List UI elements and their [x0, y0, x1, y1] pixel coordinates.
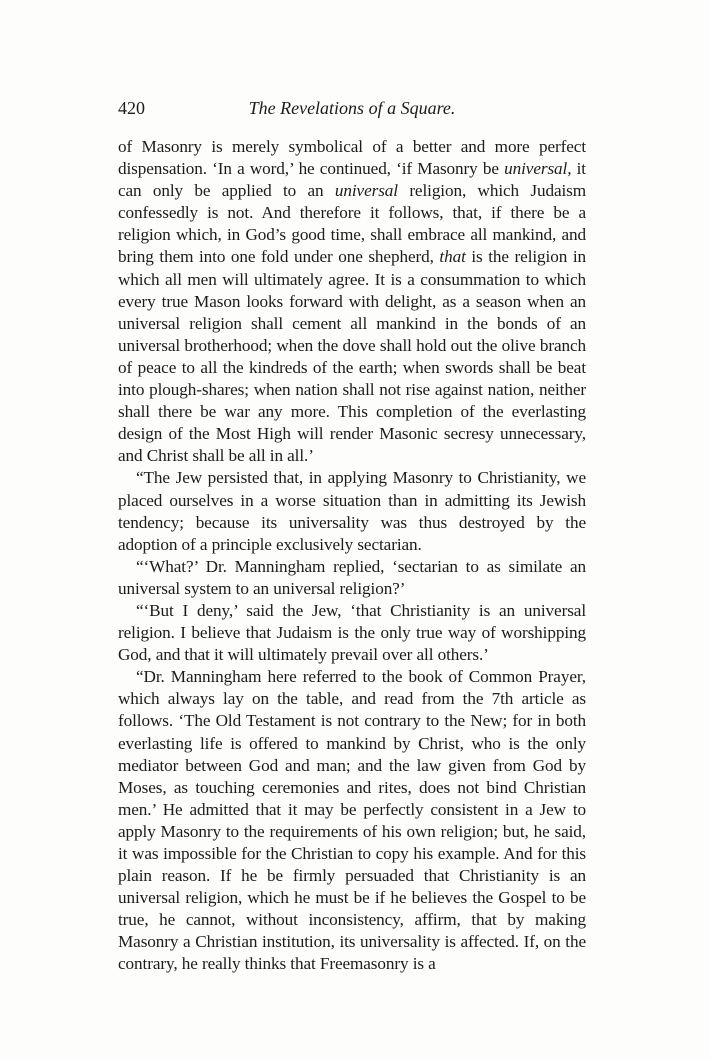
italic-text: universal,	[504, 159, 572, 179]
italic-text: that	[439, 247, 466, 267]
text-run: “‘What?’ Dr. Manningham replied, ‘sectarian to as similate an universal system to an universal religion?’	[118, 556, 586, 598]
paragraph	[118, 600, 586, 666]
text-run: of Masonry is merely symbolical of a better and more perfect dispensation. ‘In a word,’ he continued, ‘if Masonry be	[118, 137, 586, 179]
book-page	[118, 94, 586, 976]
text-run: “‘But I deny,’ said the Jew, ‘that Christianity is an universal religion. I believe that Judaism is the only true way of worshipping God, and that it will ultimately prevail over all others.’	[118, 600, 586, 665]
page-number: 420	[118, 98, 145, 118]
text-run: “The Jew persisted that, in applying Masonry to Christianity, we placed ourselves in a worse situation than in admitting its Jewish tendency; because its universality was thus destroyed by the adoption of a principle exclusively sectarian.	[118, 468, 586, 554]
running-title: The Revelations of a Square.	[248, 98, 456, 118]
paragraph	[118, 136, 586, 467]
text-run: is the religion in which all men will ultimately agree. It is a consummation to which every true Mason looks forward with delight, as a season when an universal religion shall cement all mankind in the bonds of an universal brotherhood; when the dove shall hold out the olive branch of peace to all the kindreds of the earth; when swords shall be beat into plough-shares; when nation shall not rise against nation, neither shall there be war any more. This completion of the everlasting design of the Most High will render Masonic secresy unnecessary, and Christ shall be all in all.’	[118, 247, 586, 466]
paragraph	[118, 556, 586, 600]
page-header	[118, 94, 586, 122]
text-run: “Dr. Manningham here referred to the book of Common Prayer, which always lay on the table, and read from the 7th article as follows. ‘The Old Testament is not contrary to the New; for in both everlasting life is offered to mankind by Christ, who is the only mediator between God and man; and the law given from God by Moses, as touching ceremonies and rites, does not bind Christian men.’ He admitted that it may be perfectly consistent in a Jew to apply Masonry to the requirements of his own religion; but, he said, it was impossible for the Christian to copy his example. And for this plain reason. If he be firmly persuaded that Christianity is an universal religion, which he must be if he believes the Gospel to be true, he cannot, without inconsistency, affirm, that by making Masonry a Christian institution, its universality is affected. If, on the contrary, he really thinks that Freemasonry is a	[118, 667, 586, 974]
text-run: religion, which Judaism confessedly is not. And therefore it follows, that, if there be a religion which, in God’s good time, shall embrace all mankind, and bring them into one fold under one shepherd,	[118, 181, 586, 267]
text-run: it can only be applied to an	[118, 159, 586, 201]
paragraph	[118, 666, 586, 975]
paragraph	[118, 467, 586, 555]
italic-text: universal	[334, 181, 398, 201]
body-text	[118, 136, 586, 976]
